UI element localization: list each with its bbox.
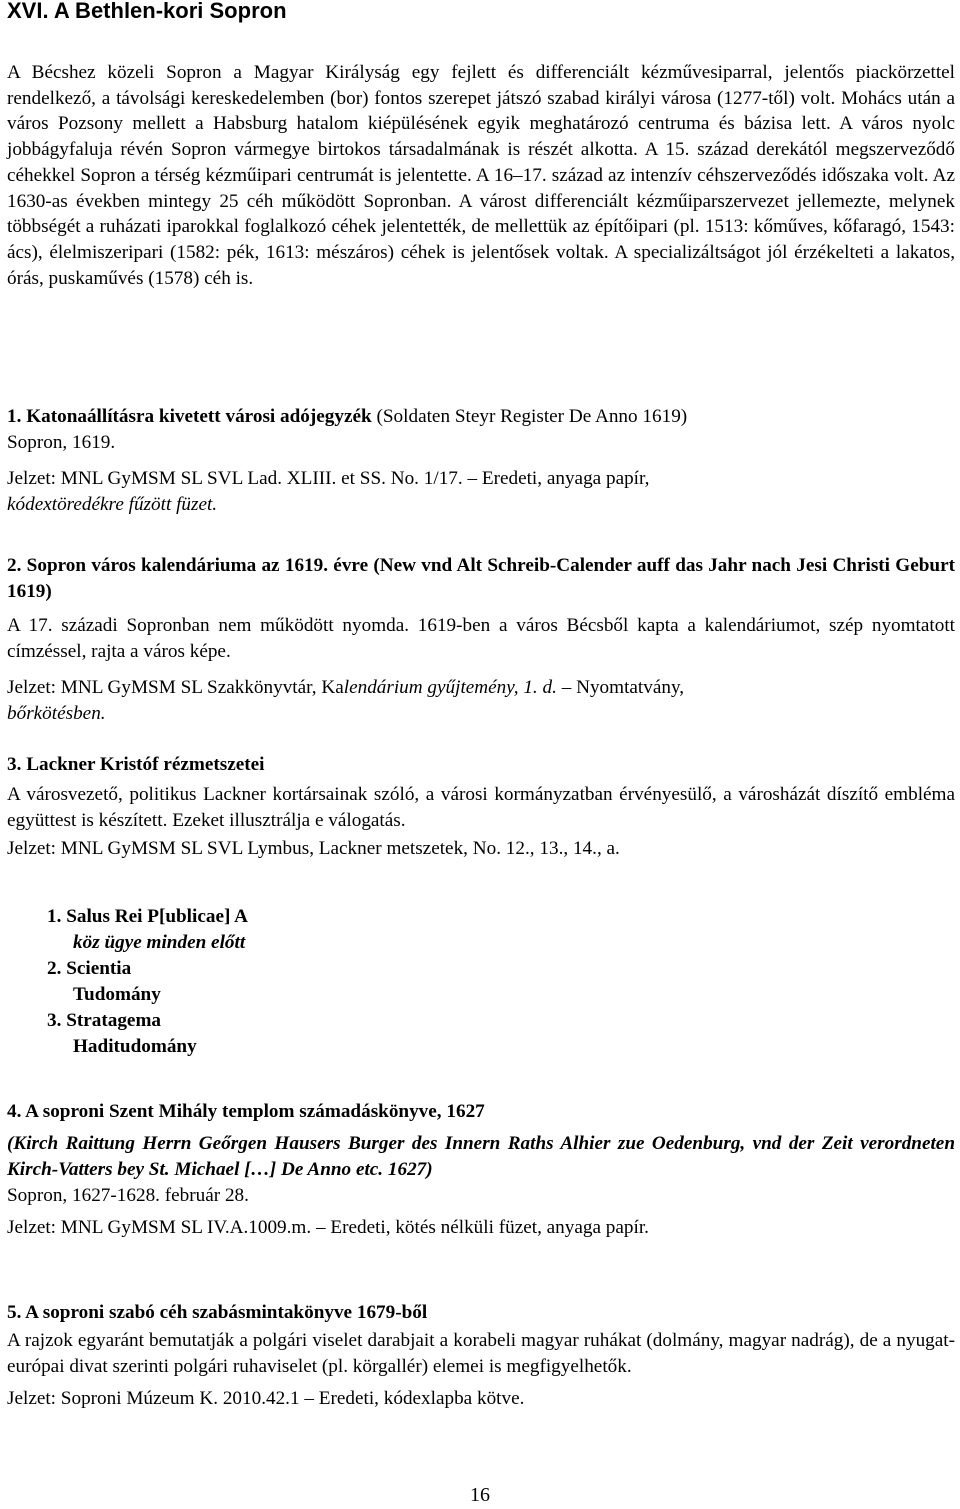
- list-item-label: 1. Salus Rei P[ublicae] A: [47, 906, 248, 927]
- section-4-german-a: (Kirch Raittung Herrn Geőrgen Hausers Burger des Innern Raths Alhier zue Oedenburg, vnd der Zeit verordneten Kirch-: [7, 1133, 955, 1180]
- section-4-german-title: [7, 1131, 955, 1183]
- section-2-ref-c: – Nyomtatvány,: [556, 677, 685, 698]
- section-1-heading: 1. Katonaállításra kivetett városi adójegyzék: [7, 406, 372, 427]
- list-item-translation: Tudomány: [73, 984, 161, 1005]
- section-4-place: Sopron, 1627-1628. február 28.: [7, 1185, 249, 1206]
- section-1: [7, 404, 955, 518]
- section-3-reference: Jelzet: MNL GyMSM SL SVL Lymbus, Lackner metszetek, No. 12., 13., 14., a.: [7, 838, 620, 859]
- page-number: 16: [470, 1484, 490, 1506]
- section-4-reference: Jelzet: MNL GyMSM SL IV.A.1009.m. – Eredeti, kötés nélküli füzet, anyaga papír.: [7, 1217, 649, 1238]
- section-1-place: Sopron, 1619.: [7, 432, 116, 453]
- section-4-german-b: Vatters bey St. Michael […] De Anno etc. 1627): [58, 1159, 433, 1180]
- section-2-heading: 2. Sopron város kalendáriuma az 1619. évre: [7, 555, 369, 576]
- section-2: [7, 553, 955, 727]
- section-3-title: 3. Lackner Kristóf rézmetszetei: [7, 754, 265, 775]
- section-2-reference: [7, 675, 955, 727]
- section-2-ref-italic: bőrkötésben.: [7, 703, 106, 724]
- section-5-title: 5. A soproni szabó céh szabásmintakönyve 1679-ből: [7, 1302, 428, 1323]
- list-item-translation: Haditudomány: [73, 1036, 197, 1057]
- list-item-label: 3. Stratagema: [47, 1010, 162, 1031]
- section-1-title: [7, 404, 955, 430]
- section-1-ref-italic: kódextöredékre fűzött füzet.: [7, 494, 218, 515]
- section-5-text: A rajzok egyaránt bemutatják a polgári viselet darabjait a korabeli magyar ruhákat (dolmány, magyar nadrág), de a nyugat-európai divat szerinti polgári ruhaviselet (pl. körgallér) elemei is megfigyelhetők.: [7, 1330, 955, 1377]
- list-item-translation: köz ügye minden előtt: [73, 932, 246, 953]
- section-1-ref-text: Jelzet: MNL GyMSM SL SVL Lad. XLIII. et SS. No. 1/17. – Eredeti, anyaga papír,: [7, 468, 650, 489]
- list-item: [47, 904, 248, 956]
- section-2-ref-b: lendárium gyűjtemény, 1. d.: [343, 677, 557, 698]
- list-item: [47, 1008, 248, 1060]
- section-2-title: [7, 553, 955, 605]
- page-title: XVI. A Bethlen-kori Sopron: [7, 0, 287, 23]
- list-item-label: 2. Scientia: [47, 958, 132, 979]
- section-5: [7, 1300, 955, 1412]
- section-1-german-title: (Soldaten Steyr Register De Anno 1619): [371, 406, 688, 427]
- section-2-ref-a: Jelzet: MNL GyMSM SL Szakkönyvtár, Ka: [7, 677, 344, 698]
- section-4: [7, 1099, 955, 1241]
- emblem-list: [47, 904, 248, 1060]
- section-1-reference: [7, 466, 955, 518]
- section-5-reference: Jelzet: Soproni Múzeum K. 2010.42.1 – Eredeti, kódexlapba kötve.: [7, 1388, 525, 1409]
- intro-paragraph: A Bécshez közeli Sopron a Magyar Királyság egy fejlett és differenciált kézművesiparral, jelentős piackörzettel rendelkező, a távolsági kereskedelemben (bor) fontos szerepet játszó szabad királyi városa (1277-től) volt. Mohács után a város Pozsony mellett a Habsburg hatalom kiépülésének egyik meghatározó centruma és bázisa lett. A város nyolc jobbágyfaluja révén Sopron vármegye birtokos társadalmának is részét alkotta. A 15. század derekától megszerveződő céhekkel Sopron a térség kézműipari centrumát is jelentette. A 16–17. század az intenzív céhszerveződés időszaka volt. Az 1630-as években mintegy 25 céh működött Sopronban. A várost differenciált kézműiparszervezet jellemezte, melynek többségét a ruházati iparokkal foglalkozó céhek jelentették, de mellettük az építőipari (pl. 1513: kőműves, kőfaragó, 1543: ács), élelmiszeripari (1582: pék, 1613: mészáros) céhek is jelentősek voltak. A specializáltságot jól érzékelteti a lakatos, órás, puskaművés (1578) céh is.: [7, 62, 955, 289]
- section-3-text: A városvezető, politikus Lackner kortársainak szóló, a városi kormányzatban érvényesülő, a városházát díszítő embléma együttest is készített. Ezeket illusztrálja e válogatás.: [7, 784, 955, 831]
- section-2-text: A 17. századi Sopronban nem működött nyomda. 1619-ben a város Bécsből kapta a kalendáriumot, szép nyomtatott címzéssel, rajta a város képe.: [7, 615, 955, 662]
- list-item: [47, 956, 248, 1008]
- section-4-title: 4. A soproni Szent Mihály templom számadáskönyve, 1627: [7, 1101, 485, 1122]
- section-3: [7, 752, 955, 862]
- section-2-german-title: (New vnd Alt Schreib-Calender auff das Jahr nach Jesi Christi Geburt 1619): [7, 555, 955, 602]
